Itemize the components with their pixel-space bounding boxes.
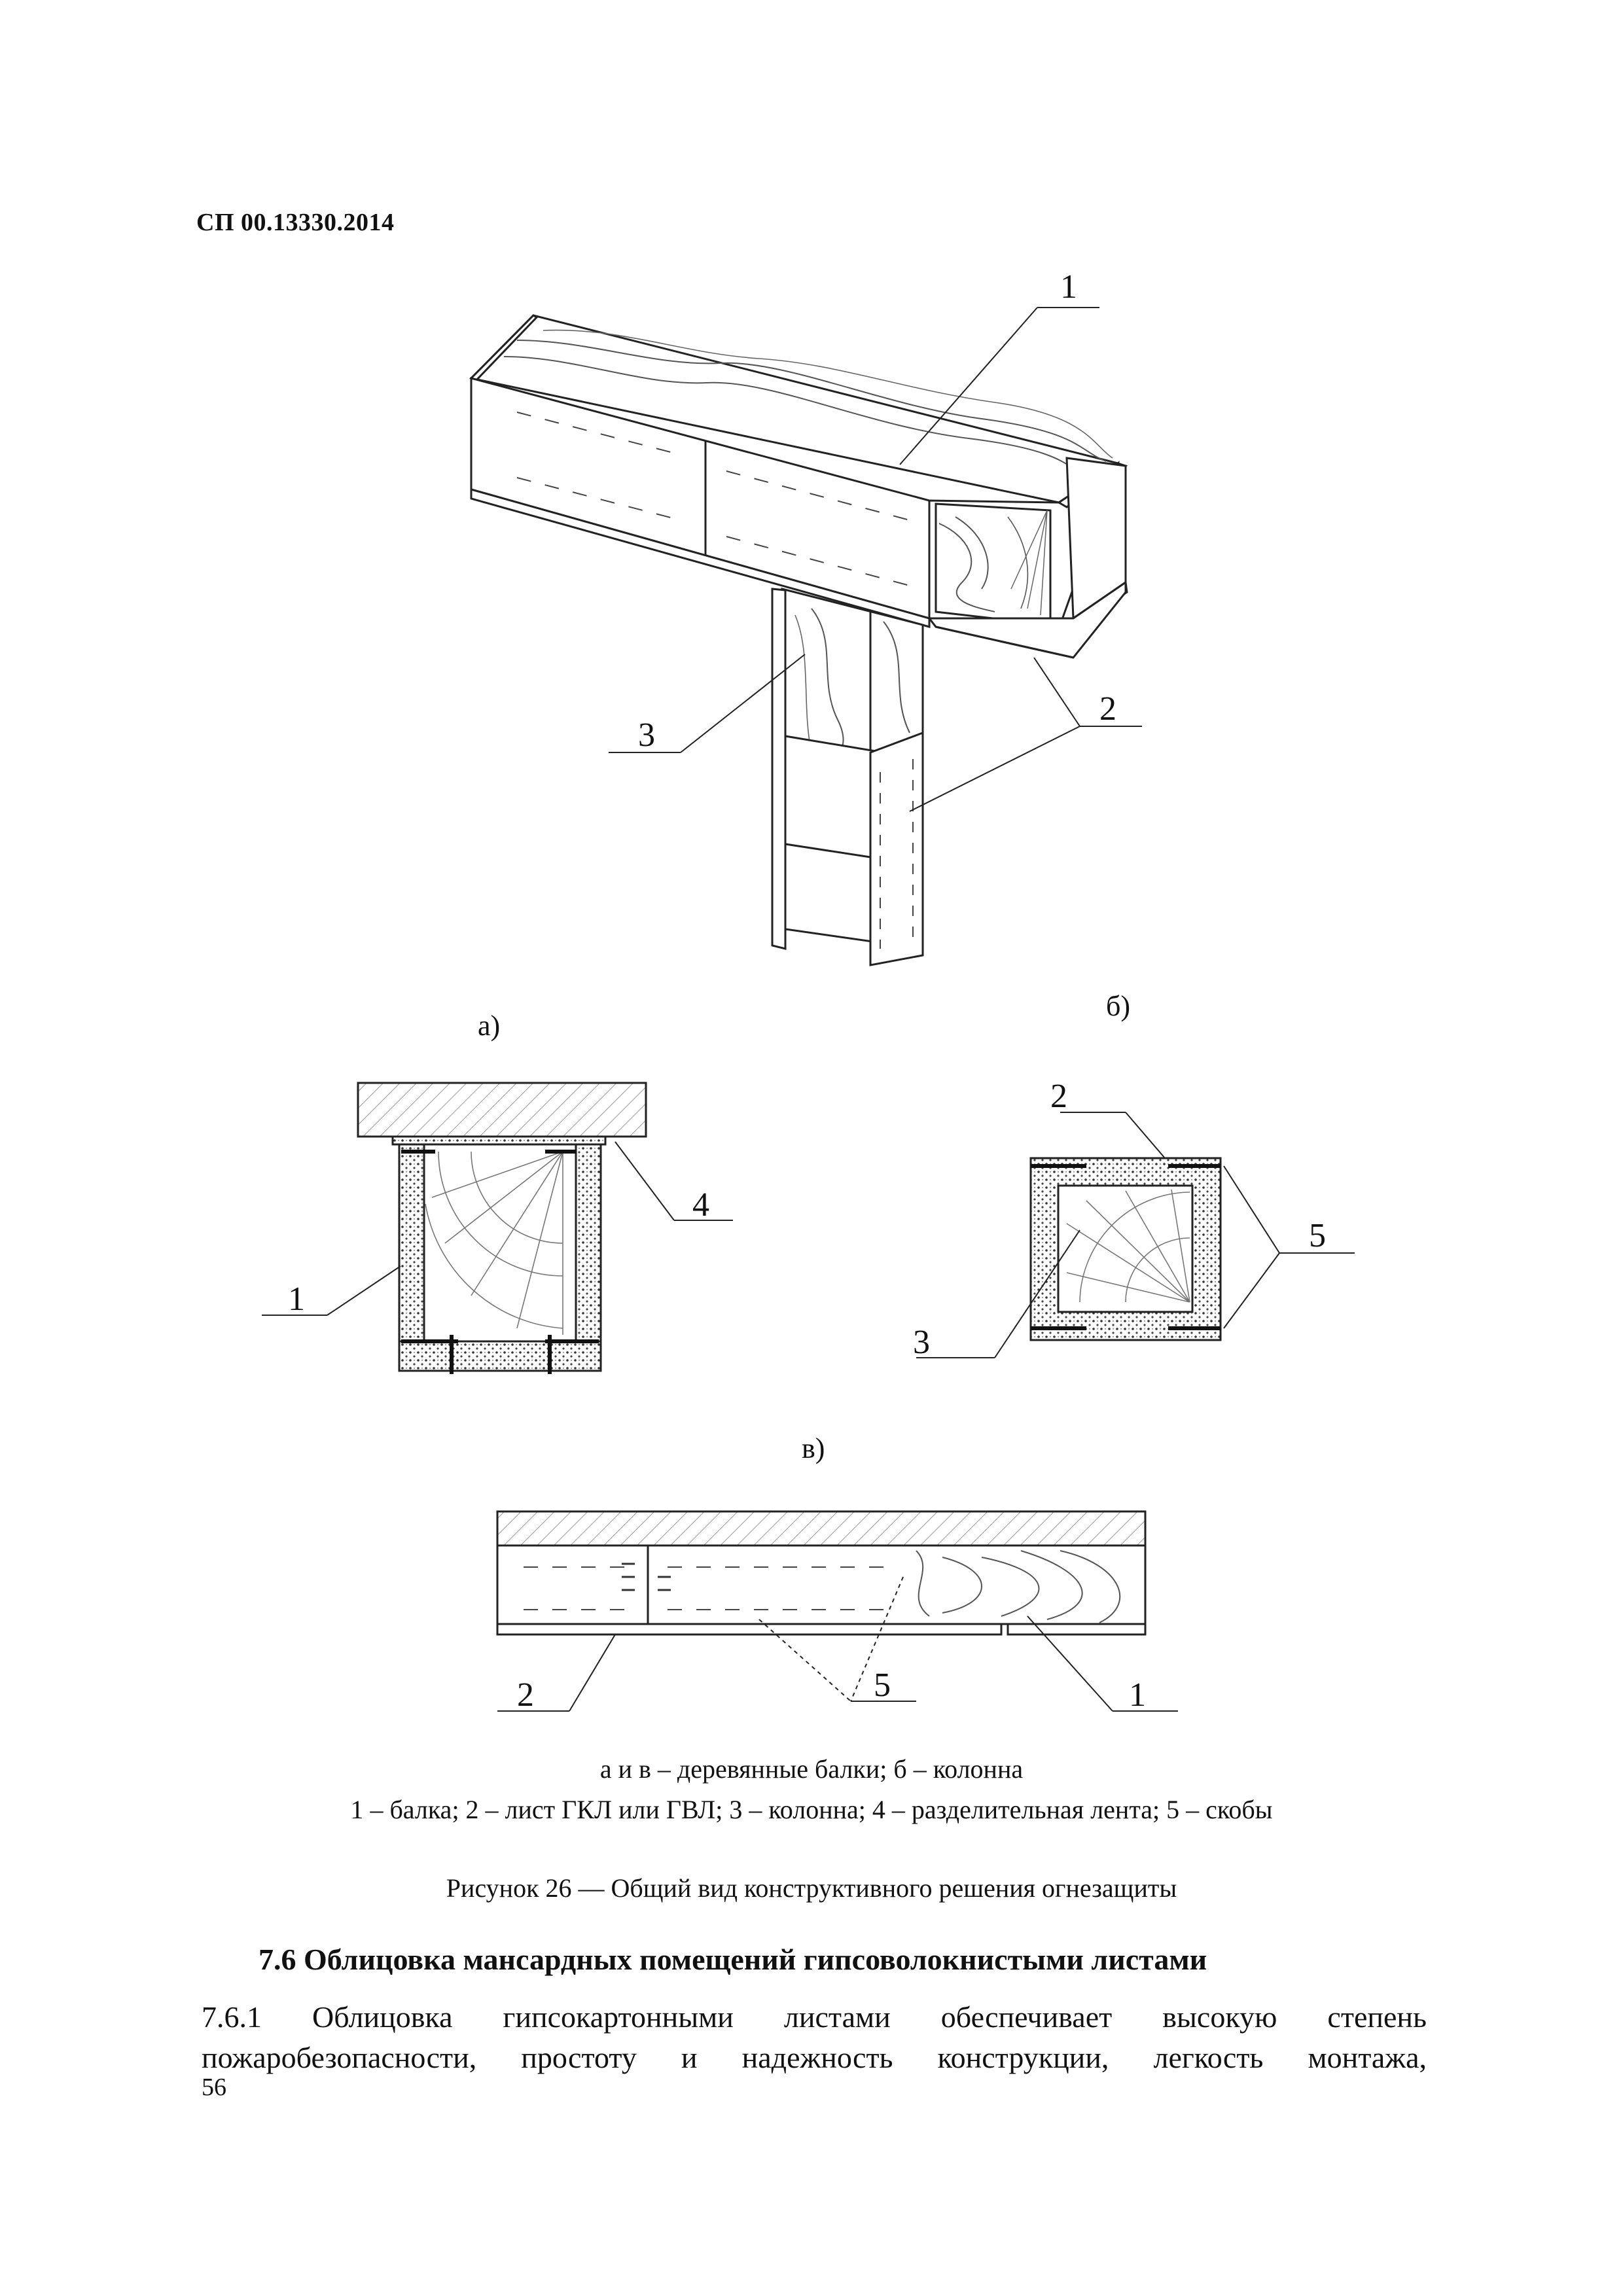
- iso-callout-1: 1: [1060, 268, 1077, 306]
- b-callout-5: 5: [1309, 1217, 1326, 1254]
- v-callout-1: 1: [1129, 1676, 1146, 1714]
- v-callout-2: 2: [517, 1676, 534, 1714]
- label-b: б): [1106, 990, 1131, 1022]
- b-callout-3: 3: [913, 1324, 930, 1361]
- a-callout-4: 4: [692, 1186, 709, 1224]
- page-number: 56: [202, 2074, 226, 2101]
- label-a: а): [478, 1010, 501, 1042]
- figure-legend-line-2: 1 – балка; 2 – лист ГКЛ или ГВЛ; 3 – колонна; 4 – разделительная лента; 5 – скобы: [350, 1795, 1273, 1824]
- section-a: [262, 1083, 733, 1374]
- iso-callout-3: 3: [638, 716, 655, 754]
- v-callout-5: 5: [874, 1667, 891, 1704]
- a-callout-1: 1: [288, 1280, 305, 1318]
- section-heading: 7.6 Облицовка мансардных помещений гипсоволокнистыми листами: [259, 1943, 1207, 1976]
- iso-callout-2: 2: [1099, 690, 1116, 728]
- section-paragraph: 7.6.1 Облицовка гипсокартонными листами обеспечивает высокую степень пожаробезопасности, простоту и надежность конструкции, легкость монтажа,: [202, 2000, 1427, 2074]
- section-v: [497, 1511, 1178, 1711]
- b-callout-2: 2: [1050, 1078, 1067, 1115]
- label-v: в): [802, 1432, 825, 1464]
- isometric-view: [471, 308, 1142, 965]
- figure-legend-line-1: а и в – деревянные балки; б – колонна: [599, 1754, 1024, 1784]
- figure-title: Рисунок 26 — Общий вид конструктивного решения огнезащиты: [446, 1873, 1177, 1903]
- section-b: [916, 1112, 1355, 1358]
- document-header: СП 00.13330.2014: [196, 209, 395, 236]
